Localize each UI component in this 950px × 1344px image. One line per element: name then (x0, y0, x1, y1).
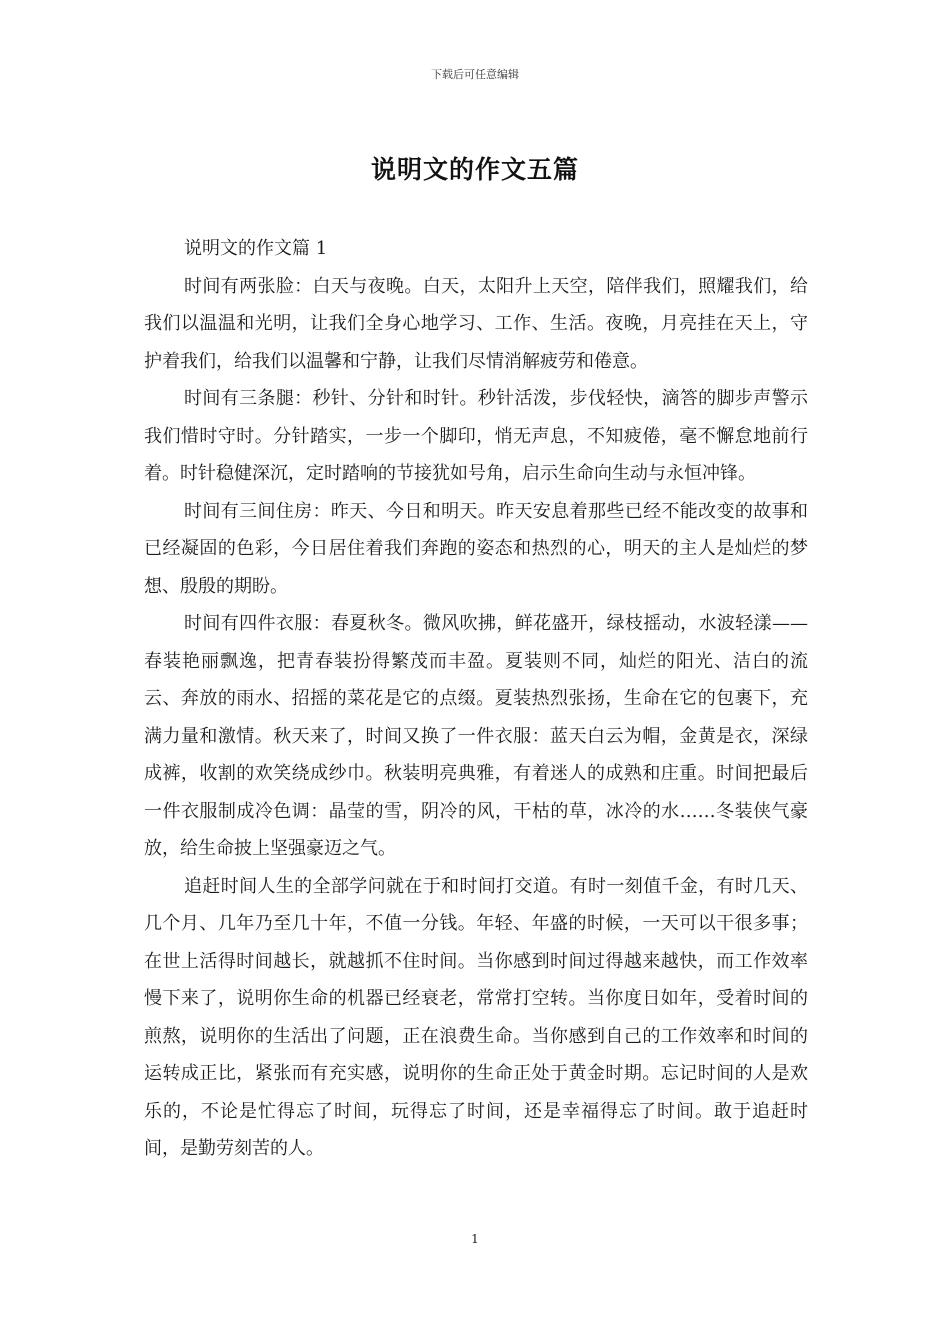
header-note: 下载后可任意编辑 (431, 68, 519, 81)
section-heading: 说明文的作文篇 1 (184, 238, 328, 259)
paragraph: 时间有两张脸：白天与夜晚。白天，太阳升上天空，陪伴我们，照耀我们，给我们以温温和光明，让我们全身心地学习、工作、生活。夜晚，月亮挂在天上，守护着我们，给我们以温馨和宁静，让我们尽情消解疲劳和倦意。 (144, 275, 808, 372)
document-title: 说明文的作文五篇 (370, 155, 579, 184)
paragraph: 追赶时间人生的全部学问就在于和时间打交道。有时一刻值千金，有时几天、几个月、几年乃至几十年，不值一分钱。年轻、年盛的时候，一天可以干很多事；在世上活得时间越长，就越抓不住时间。当你感到时间过得越来越快，而工作效率慢下来了，说明你生命的机器已经衰老，常常打空转。当你度日如年，受着时间的煎熬，说明你的生活出了问题，正在浪费生命。当你感到自己的工作效率和时间的运转成正比，紧张而有充实感，说明你的生命正处于黄金时期。忘记时间的人是欢乐的，不论是忙得忘了时间，玩得忘了时间，还是幸福得忘了时间。敢于追赶时间，是勤劳刻苦的人。 (144, 875, 808, 1159)
page-number: 1 (471, 1232, 479, 1246)
paragraph: 时间有四件衣服：春夏秋冬。微风吹拂，鲜花盛开，绿枝摇动，水波轻漾——春装艳丽飘逸，把青春装扮得繁茂而丰盈。夏装则不同，灿烂的阳光、洁白的流云、奔放的雨水、招摇的菜花是它的点缀。夏装热烈张扬，生命在它的包裹下，充满力量和激情。秋天来了，时间又换了一件衣服：蓝天白云为帽，金黄是衣，深绿成裤，收割的欢笑绕成纱巾。秋装明亮典雅，有着迷人的成熟和庄重。时间把最后一件衣服制成冷色调：晶莹的雪，阴冷的风，干枯的草，冰冷的水……冬装侠气豪放，给生命披上坚强豪迈之气。 (144, 613, 808, 859)
document-body (144, 230, 808, 1168)
paragraph: 时间有三间住房：昨天、今日和明天。昨天安息着那些已经不能改变的故事和已经凝固的色彩，今日居住着我们奔跑的姿态和热烈的心，明天的主人是灿烂的梦想、殷殷的期盼。 (144, 500, 808, 597)
paragraph: 时间有三条腿：秒针、分针和时针。秒针活泼，步伐轻快，滴答的脚步声警示我们惜时守时。分针踏实，一步一个脚印，悄无声息，不知疲倦，毫不懈怠地前行着。时针稳健深沉，定时踏响的节接犹如号角，启示生命向生动与永恒冲锋。 (144, 388, 808, 484)
